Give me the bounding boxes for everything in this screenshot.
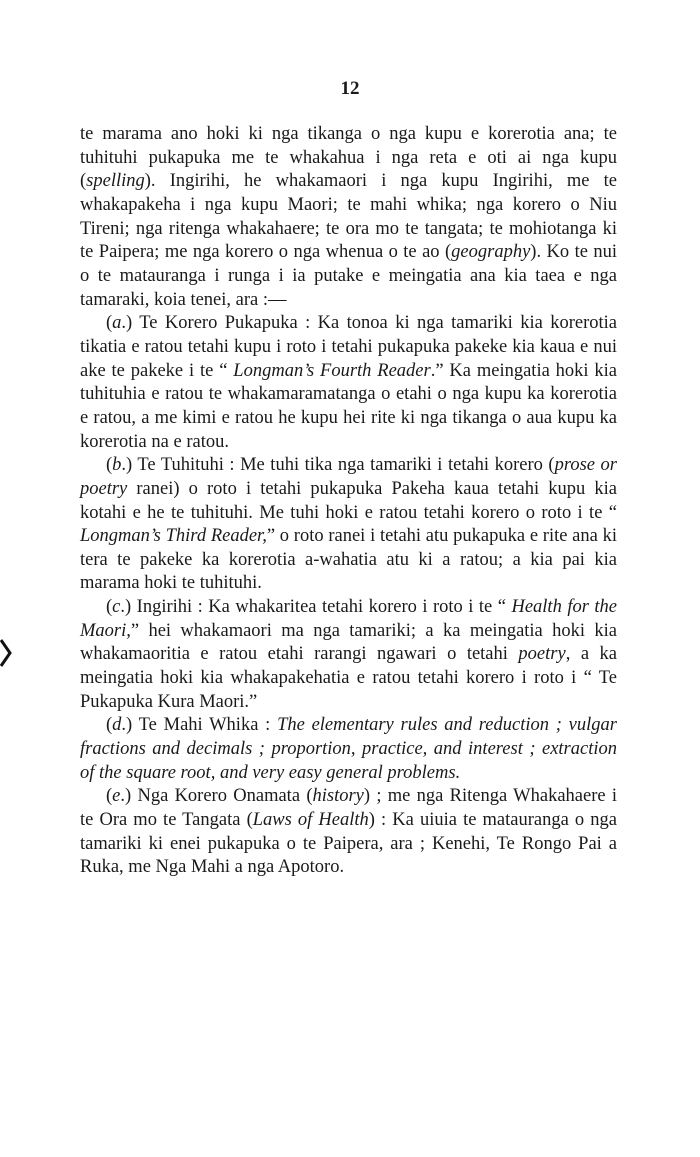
text-run: , a ka meingatia hoki kia whakapakehatia e ratou tetahi korero i roto i “ Te Pukapuka Kura Maori.” [80,644,617,712]
italic-run: d [112,715,122,736]
text-run: .) Nga Korero Onamata ( [120,786,313,807]
text-run: ” o roto ranei i tetahi atu pukapuka e rite ana ki tera te pakeke ka korerotia a-wahatia atu ki a ratou; a kia pai kia marama hoki te tuhituhi. [80,526,617,594]
text-run: ( [106,786,113,807]
paragraph-e-history [80,785,617,880]
page-number: 12 [340,78,360,99]
italic-run: The elementary rules and reduction ; vulgar fractions and decimals ; proportion, practice, and interest ; extraction of the square root, and very easy general problems. [80,715,617,783]
text-run: ) : Ka uiuia te matauranga o nga tamariki ki enei pukapuka o te Paipera, ara ; Kenehi, Te Rongo Pai a Ruka, me Nga Mahi a nga Apotoro. [80,810,617,878]
text-run: .” Ka meingatia hoki kia tuhituhia e ratou te whakamaramatanga o etahi o nga kupu ka korerotia e ratou, a me kimi e ratou he kupu hei rite ki nga tikanga o aua kupu ka korerotia na e ratou. [80,360,618,452]
text-run: ) ; me nga Ritenga Whakahaere i te Ora mo te Tangata ( [80,786,617,831]
text-run: ” hei whakamaori ma nga tamariki; a ka meingatia hoki kia whakamaoritia e ratou etahi rarangi ngawari o tetahi [80,620,617,665]
italic-run: Health for the Maori, [80,597,617,641]
italic-run: Laws of Health [252,810,369,831]
italic-run: b [112,455,122,476]
italic-run: e [112,786,121,807]
italic-run: geography [451,242,531,263]
italic-run: prose or poetry [80,455,618,499]
paragraph-intro [80,123,617,312]
text-run: te marama ano hoki ki nga tikanga o nga kupu e korerotia ana; te tuhituhi pukapuka me te whakahua i nga reta e oti ai nga kupu ( [80,124,617,192]
body-text [80,123,617,880]
paragraph-c-english [80,596,617,714]
italic-run: history [312,786,364,807]
italic-run: c [112,597,121,618]
text-run: ( [106,715,113,736]
italic-run: poetry [518,644,566,665]
italic-run: Longman’s Third Reader, [80,526,267,547]
margin-chevron-icon [0,638,12,668]
text-run: ranei) o roto i tetahi pukapuka Pakeha kaua tetahi kupu kia kotahi e he te tuhituhi. Me tuhi hoki e ratou tetahi korero o roto i te “ [80,478,617,523]
text-run: .) Ingirihi : Ka whakaritea tetahi korero i roto i te “ [120,597,512,618]
paragraph-d-arithmetic [80,714,617,785]
text-run: .) Te Korero Pukapuka : Ka tonoa ki nga tamariki kia korerotia tikatia e ratou tetahi kupu i roto i tetahi pukapuka pakeke kia kaua e nui ake te pakeke i te “ [80,313,617,381]
paragraph-a-reading [80,312,617,454]
text-run: ). Ko te nui o te matauranga i runga i ia putake e meingatia ana kia taea e nga tamaraki, koia tenei, ara :— [80,242,617,310]
italic-run: spelling [86,171,145,192]
paragraph-b-writing [80,454,617,596]
text-run: .) Te Mahi Whika : [121,715,278,736]
text-run: ( [106,313,113,334]
text-run: .) Te Tuhituhi : Me tuhi tika nga tamariki i tetahi korero ( [121,455,555,476]
text-run: ( [106,455,113,476]
italic-run: a [112,313,122,334]
text-run: ( [106,597,113,618]
italic-run: Longman’s Fourth Reader [233,360,431,381]
text-run: ). Ingirihi, he whakamaori i nga kupu Ingirihi, me te whakapakeha i nga kupu Maori; te mahi whika; nga korero o Niu Tireni; nga ritenga whakahaere; te ora mo te tangata; te mohiotanga ki te Paipera; me nga korero o nga whenua o te ao ( [80,171,617,263]
